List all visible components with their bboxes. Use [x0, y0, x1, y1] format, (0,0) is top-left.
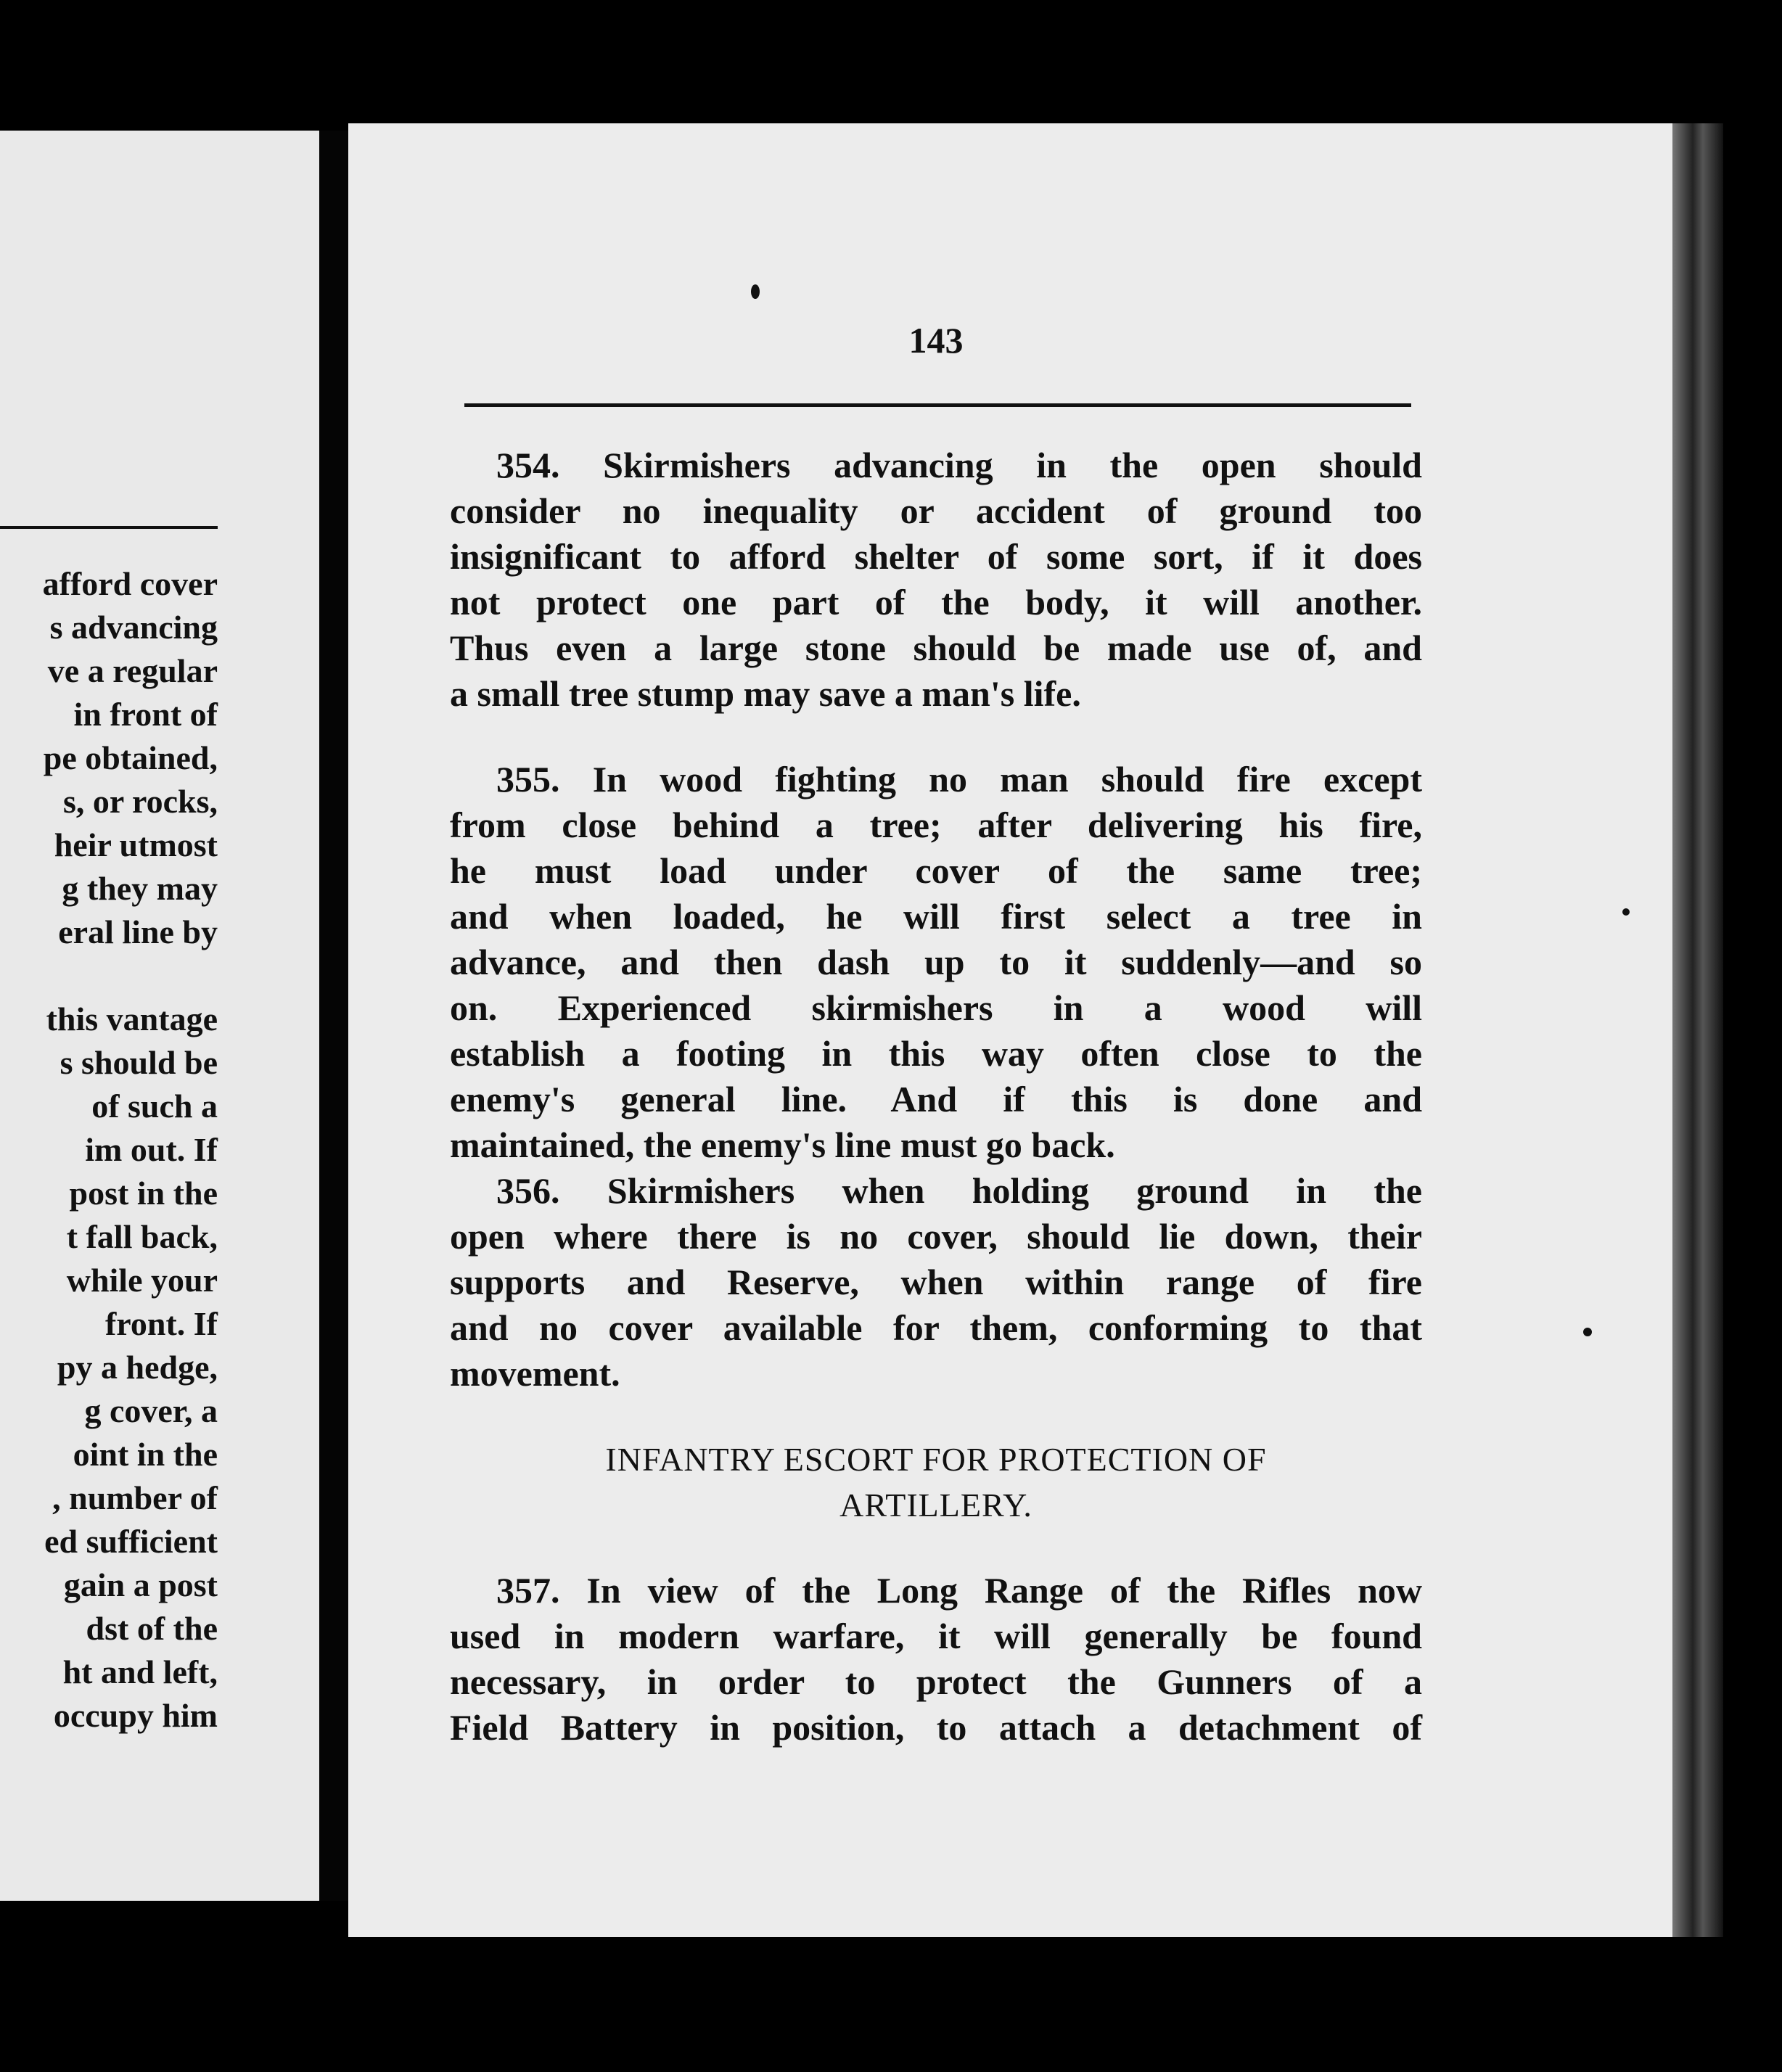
text-line: supports and Reserve, when within range of fire: [450, 1262, 1422, 1302]
text-line: 355. In wood fighting no man should fire except: [496, 759, 1422, 799]
text-line: not protect one part of the body, it will another.: [450, 582, 1422, 622]
text-line: maintained, the enemy's line must go back.: [450, 1125, 1115, 1165]
header-rule: [464, 403, 1411, 407]
ink-speck: [751, 284, 760, 299]
left-line: afford cover: [42, 565, 218, 602]
paragraph-356: [450, 1168, 1422, 1397]
left-line: ht and left,: [62, 1653, 218, 1690]
left-line: s advancing: [49, 609, 218, 646]
left-line: oint in the: [73, 1436, 218, 1473]
paragraph-354: [450, 443, 1422, 717]
left-line: heir utmost: [54, 826, 218, 863]
ink-speck: [1583, 1328, 1592, 1336]
heading-line: INFANTRY ESCORT FOR PROTECTION OF: [605, 1441, 1267, 1478]
text-line: and no cover available for them, conforming to that: [450, 1307, 1422, 1348]
text-line: 354. Skirmishers advancing in the open should: [496, 445, 1422, 485]
text-line: and when loaded, he will first select a tree in: [450, 896, 1422, 937]
left-line: occupy him: [53, 1697, 218, 1734]
heading-line: ARTILLERY.: [839, 1487, 1032, 1524]
left-page-rule: [0, 526, 218, 529]
left-line: , number of: [52, 1479, 218, 1516]
left-line: front. If: [104, 1305, 218, 1342]
text-line: on. Experienced skirmishers in a wood will: [450, 987, 1422, 1028]
page-edge: [1672, 123, 1723, 1937]
text-line: consider no inequality or accident of ground too: [450, 490, 1422, 531]
text-line: advance, and then dash up to it suddenly—and so: [450, 942, 1422, 982]
left-line: g they may: [62, 870, 218, 907]
text-line: 356. Skirmishers when holding ground in the: [496, 1170, 1422, 1211]
book-gutter: [319, 131, 348, 1901]
left-line: post in the: [69, 1175, 218, 1212]
text-line: a small tree stump may save a man's life.: [450, 673, 1081, 714]
text-line: establish a footing in this way often close to the: [450, 1033, 1422, 1074]
left-line: s, or rocks,: [63, 783, 218, 820]
paragraph-355: [450, 757, 1422, 1168]
left-line: s should be: [59, 1044, 218, 1081]
text-line: open where there is no cover, should lie down, their: [450, 1216, 1422, 1257]
left-line: eral line by: [58, 913, 218, 950]
section-heading: [450, 1436, 1422, 1528]
text-line: from close behind a tree; after delivering his fire,: [450, 805, 1422, 845]
text-line: 357. In view of the Long Range of the Rifles now: [496, 1570, 1422, 1611]
text-line: he must load under cover of the same tree;: [450, 850, 1422, 891]
left-line: in front of: [73, 696, 218, 733]
left-line: while your: [66, 1262, 218, 1299]
left-line: this vantage: [46, 1000, 218, 1037]
ink-speck: [1622, 908, 1630, 916]
left-line: im out. If: [85, 1131, 218, 1168]
left-page-text: [0, 562, 218, 1738]
left-line: ed sufficient: [44, 1523, 218, 1560]
text-line: used in modern warfare, it will generally be found: [450, 1616, 1422, 1656]
text-line: necessary, in order to protect the Gunners of a: [450, 1661, 1422, 1702]
left-line: t fall back,: [66, 1218, 218, 1255]
left-line: dst of the: [86, 1610, 218, 1647]
left-line: ve a regular: [47, 652, 218, 689]
left-line-gap: [0, 954, 218, 998]
text-line: insignificant to afford shelter of some sort, if it does: [450, 536, 1422, 577]
text-line: movement.: [450, 1353, 620, 1394]
text-line: enemy's general line. And if this is done and: [450, 1079, 1422, 1119]
text-line: Thus even a large stone should be made use of, and: [450, 628, 1422, 668]
text-line: Field Battery in position, to attach a detachment of: [450, 1707, 1422, 1748]
left-line: pe obtained,: [43, 739, 218, 776]
left-line: py a hedge,: [57, 1349, 218, 1386]
left-line: gain a post: [63, 1566, 218, 1603]
left-line: of such a: [91, 1088, 218, 1125]
page-body: [450, 443, 1422, 1751]
left-line: g cover, a: [84, 1392, 218, 1429]
paragraph-gap: [450, 717, 1422, 757]
paragraph-357: [450, 1568, 1422, 1751]
left-page: [0, 131, 319, 1901]
page-number: 143: [908, 320, 964, 361]
